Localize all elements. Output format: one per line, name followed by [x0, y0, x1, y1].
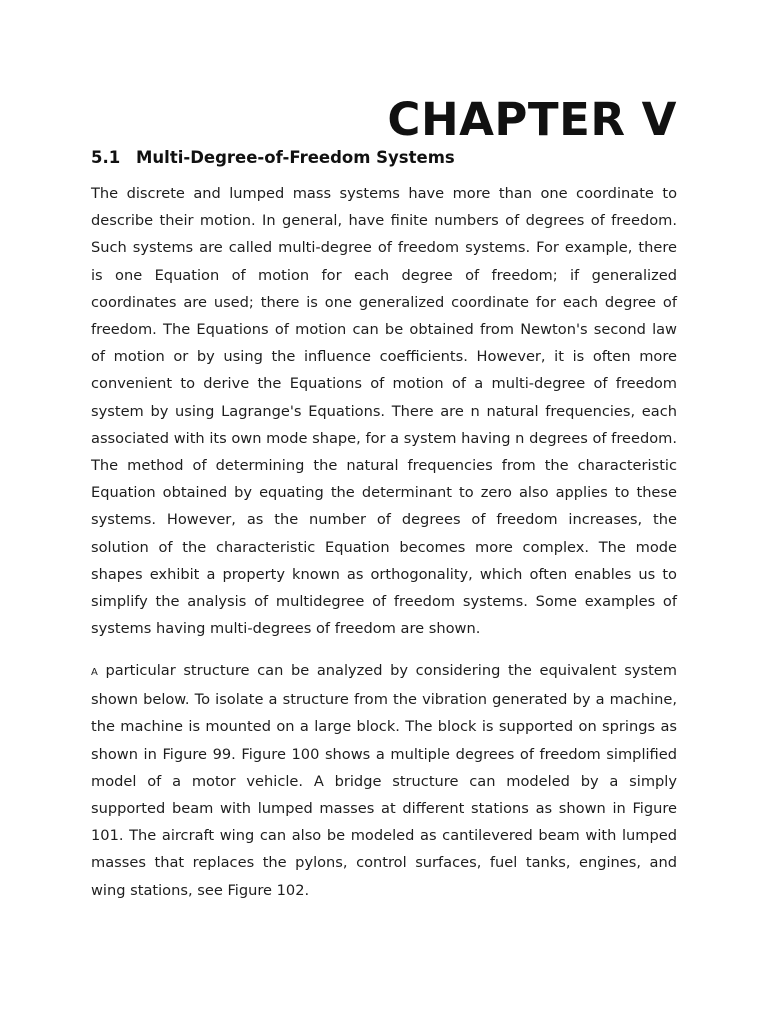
paragraph-examples: [91, 657, 677, 904]
paragraph-intro: The discrete and lumped mass systems have more than one coordinate to describe their motion. In general, have finite numbers of degrees of freedom. Such systems are called multi-degree of freedom systems. For example, there is one Equation of motion for each degree of freedom; if generalized coordinates are used; there is one generalized coordinate for each degree of freedom. The Equations of motion can be obtained from Newton's second law of motion or by using the influence coefficients. However, it is often more convenient to derive the Equations of motion of a multi-degree of freedom system by using Lagrange's Equations. There are n natural frequencies, each associated with its own mode shape, for a system having n degrees of freedom. The method of determining the natural frequencies from the characteristic Equation obtained by equating the determinant to zero also applies to these systems. However, as the number of degrees of freedom increases, the solution of the characteristic Equation becomes more complex. The mode shapes exhibit a property known as orthogonality, which often enables us to simplify the analysis of multidegree of freedom systems. Some examples of systems having multi-degrees of freedom are shown.: [91, 185, 677, 638]
section-heading: [91, 146, 455, 170]
section-title: Multi-Degree-of-Freedom Systems: [136, 148, 455, 167]
paragraph-examples-text: particular structure can be analyzed by considering the equivalent system shown below. To isolate a structure from the vibration generated by a machine, the machine is mounted on a large block. The block is supported on springs as shown in Figure 99. Figure 100 shows a multiple degrees of freedom simplified model of a motor vehicle. A bridge structure can modeled by a simply supported beam with lumped masses at different stations as shown in Figure 101. The aircraft wing can also be modeled as cantilevered beam with lumped masses that replaces the pylons, control surfaces, fuel tanks, engines, and wing stations, see Figure 102.: [91, 662, 677, 899]
paragraph-lead-letter: A: [91, 667, 98, 678]
chapter-title: CHAPTER V: [387, 93, 677, 146]
section-number: 5.1: [91, 148, 121, 167]
